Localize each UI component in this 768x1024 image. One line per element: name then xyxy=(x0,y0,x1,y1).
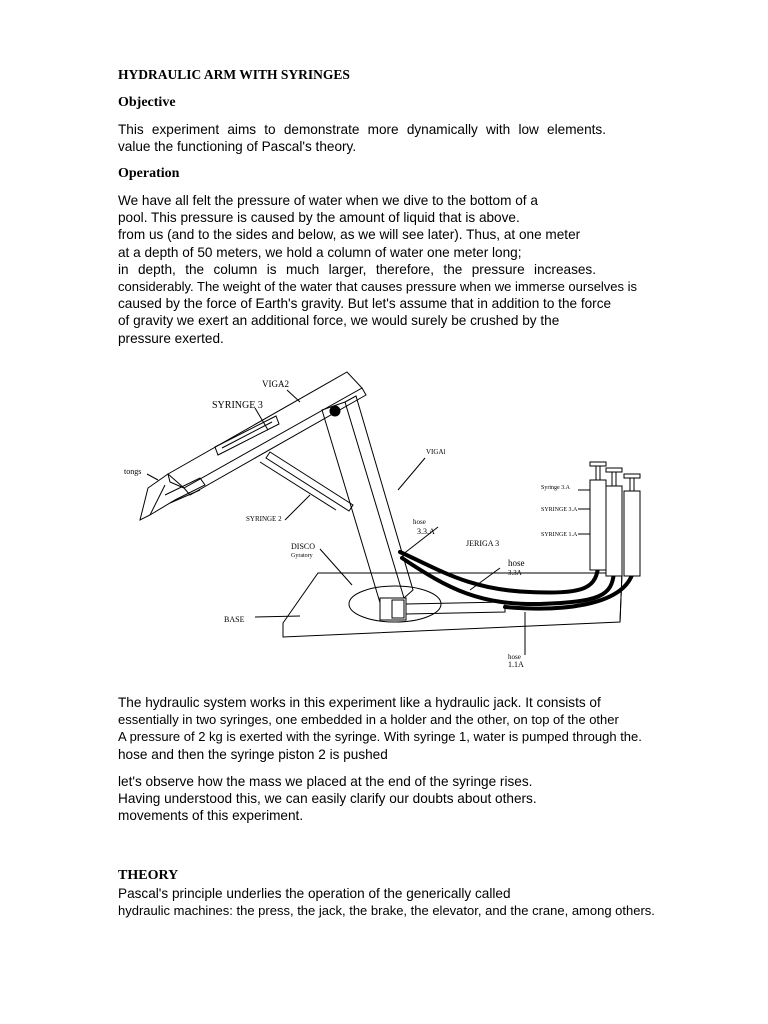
observation-paragraph xyxy=(118,773,658,825)
label-syringe3: SYRINGE 3 xyxy=(212,400,263,411)
operation-line: from us (and to the sides and below, as we will see later). Thus, at one meter xyxy=(118,227,581,243)
label-gyratory: Gyratory xyxy=(291,553,313,559)
operation-line: caused by the force of Earth's gravity. But let's assume that in addition to the force xyxy=(118,296,612,312)
observation-line: Having understood this, we can easily clarify our doubts about others. xyxy=(118,791,537,807)
document-title: HYDRAULIC ARM WITH SYRINGES xyxy=(118,67,350,82)
operation-line: We have all felt the pressure of water when we dive to the bottom of a xyxy=(118,193,538,208)
operation-line: of gravity we exert an additional force, we would surely be crushed by the xyxy=(118,313,560,329)
hydraulic-line: A pressure of 2 kg is exerted with the syringe. With syringe 1, water is pumped through the. xyxy=(118,729,642,745)
label-hose-lower-2: 1.1A xyxy=(508,660,524,669)
label-syringe-1a: SYRINGE 1.A xyxy=(541,532,578,538)
theory-line: Pascal's principle underlies the operation of the generically called xyxy=(118,886,511,901)
syringe-3a-right xyxy=(606,486,622,576)
syringe-3a-left xyxy=(624,491,640,576)
beam-viga1 xyxy=(322,402,404,606)
hydraulic-line: essentially in two syringes, one embedded in a holder and the other, on top of the other xyxy=(118,712,619,728)
operation-paragraph xyxy=(118,192,658,347)
label-disco: DISCO xyxy=(291,542,316,551)
hydraulic-arm-diagram xyxy=(118,364,658,674)
objective-line: value the functioning of Pascal's theory. xyxy=(118,139,357,155)
operation-line: in depth, the column is much larger, therefore, the pressure increases. xyxy=(118,261,596,277)
label-hose-lower-1: hose xyxy=(508,653,521,661)
label-hose-mid-2: 3.3A xyxy=(508,569,522,577)
label-syringe2: SYRINGE 2 xyxy=(246,515,282,523)
label-syringe-3a-small: Syringe 3.A xyxy=(541,485,570,491)
label-tongs: tongs xyxy=(124,467,142,476)
objective-paragraph xyxy=(118,121,658,155)
objective-line: This experiment aims to demonstrate more dynamically with low elements. xyxy=(118,122,606,137)
label-viga2: VIGA2 xyxy=(262,379,289,389)
operation-line: pool. This pressure is caused by the amount of liquid that is above. xyxy=(118,210,520,226)
beam-viga2 xyxy=(168,372,362,488)
label-syringe-3a: SYRINGE 3.A xyxy=(541,507,578,513)
syringe-2 xyxy=(266,452,353,511)
pivot-joint xyxy=(330,406,340,416)
hose-1 xyxy=(400,552,598,592)
operation-line: considerably. The weight of the water that causes pressure when we immerse ourselves is xyxy=(118,279,638,295)
label-hose-upper-2: 3.3.A xyxy=(417,527,435,536)
label-vigai: VIGAl xyxy=(426,448,446,456)
objective-heading: Objective xyxy=(118,95,176,110)
label-hose-upper-1: hose xyxy=(413,518,426,526)
label-base: BASE xyxy=(224,615,245,624)
hydraulic-line: hose and then the syringe piston 2 is pushed xyxy=(118,746,388,762)
label-hose-mid-1: hose xyxy=(508,558,525,568)
theory-heading: THEORY xyxy=(118,868,179,883)
operation-line: pressure exerted. xyxy=(118,330,224,346)
theory-paragraph xyxy=(118,885,658,919)
observation-line: movements of this experiment. xyxy=(118,808,304,824)
hydraulic-line: The hydraulic system works in this experiment like a hydraulic jack. It consists of xyxy=(118,695,601,710)
operation-heading: Operation xyxy=(118,166,180,181)
hydraulic-paragraph xyxy=(118,694,658,763)
syringe-1a xyxy=(590,480,606,570)
operation-line: at a depth of 50 meters, we hold a column of water one meter long; xyxy=(118,244,522,260)
observation-line: let's observe how the mass we placed at the end of the syringe rises. xyxy=(118,774,533,789)
label-jeriga3: JERIGA 3 xyxy=(466,539,500,548)
theory-line: hydraulic machines: the press, the jack, the brake, the elevator, and the crane, among others. xyxy=(118,903,655,919)
